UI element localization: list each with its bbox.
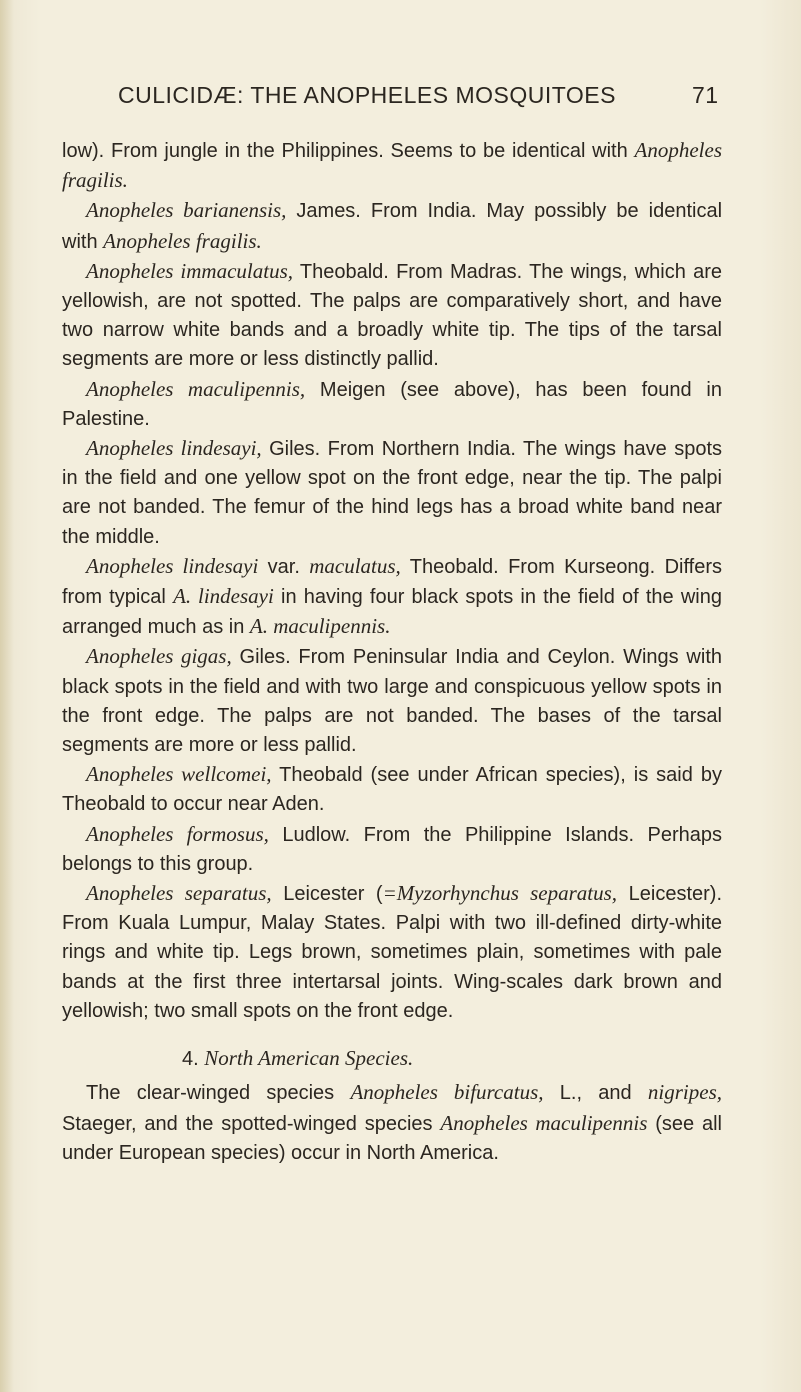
paragraph [62, 642, 722, 760]
text-run: (see all under European species) occur in North America. [62, 1112, 722, 1164]
text-run: Leicester ( [271, 883, 383, 906]
species-name: Anopheles fragilis. [103, 228, 262, 253]
species-name: Anopheles lindesayi, [86, 436, 262, 461]
species-name: =Myzorhynchus separatus, [382, 881, 618, 906]
text-run: Staeger, and the spotted-winged species [62, 1112, 441, 1135]
paragraph [62, 820, 722, 879]
species-name: Anopheles formosus, [86, 821, 269, 846]
paragraph [62, 879, 722, 1026]
section-heading [62, 1044, 722, 1074]
species-name: Anopheles separatus, [86, 881, 272, 906]
paragraph [62, 375, 722, 434]
paragraph [62, 257, 722, 375]
text-run: Theobald. From Kurseong. Differs from typical [62, 555, 722, 609]
text-run: low). From jungle in the Philippines. Seems to be identical with [62, 140, 635, 162]
species-name: Anopheles barianensis, [86, 198, 287, 223]
species-name: Anopheles wellcomei, [86, 762, 272, 787]
paragraph [62, 434, 722, 552]
text-run: var. [258, 555, 310, 578]
paragraph [62, 760, 722, 819]
body-text [62, 136, 722, 1168]
species-name: Anopheles maculipennis [440, 1110, 648, 1135]
species-name: Anopheles maculipennis, [86, 376, 306, 401]
text-run: Theobald (see under African species), is said by Theobald to occur near Aden. [62, 764, 722, 816]
species-name: A. maculipennis. [249, 614, 391, 639]
text-run: Meigen (see above), has been found in Palestine. [62, 378, 722, 430]
closing-paragraph [62, 1078, 722, 1168]
running-head-title: CULICIDÆ: THE ANOPHELES MOSQUITOES [118, 82, 616, 108]
species-name: A. lindesayi [173, 584, 274, 609]
species-name: Anopheles lindesayi [86, 553, 259, 578]
species-name: nigripes, [647, 1080, 722, 1105]
text-run: L., and [543, 1082, 648, 1105]
text-run: in having four black spots in the field of the wing arranged much as in [62, 586, 722, 639]
species-name: Anopheles gigas, [86, 644, 232, 669]
text-run: Leicester). From Kuala Lumpur, Malay States. Palpi with two ill-defined dirty-white rings and white tip. Legs brown, sometimes plain, sometimes with pale bands at the first three intertarsal joints. Wing-scales dark brown and yellowish; two small spots on the front edge. [62, 883, 722, 1022]
text-run: Giles. From Peninsular India and Ceylon. Wings with black spots in the field and with two large and conspicuous yellow spots in the front edge. The palps are not banded. The bases of the tarsal segments are more or less pallid. [62, 646, 723, 757]
page-number: 71 [692, 82, 719, 108]
species-name: Anopheles bifurcatus, [350, 1080, 544, 1105]
species-name: maculatus, [309, 553, 401, 578]
page-gutter-shadow [0, 0, 14, 1392]
paragraph [62, 136, 722, 196]
text-run: Giles. From Northern India. The wings have spots in the field and one yellow spot on the front edge, near the tip. The palpi are not banded. The femur of the hind legs has a broad white band near the middle. [62, 438, 722, 548]
section-title: North American Species. [204, 1046, 414, 1071]
text-run: Ludlow. From the Philippine Islands. Perhaps belongs to this group. [62, 823, 723, 875]
text-run: Theobald. From Madras. The wings, which are yellowish, are not spotted. The palps are comparatively short, and have two narrow white bands and a broadly white tip. The tips of the tarsal segments are more or less distinctly pallid. [62, 260, 722, 371]
species-name: Anopheles fragilis. [62, 138, 722, 193]
species-name: Anopheles immaculatus, [86, 258, 293, 283]
paragraph [62, 552, 722, 643]
paragraph [62, 196, 722, 256]
text-run: James. From India. May possibly be identical with [62, 200, 723, 253]
text-run: The clear-winged species [86, 1082, 351, 1105]
section-number: 4. [182, 1048, 199, 1071]
